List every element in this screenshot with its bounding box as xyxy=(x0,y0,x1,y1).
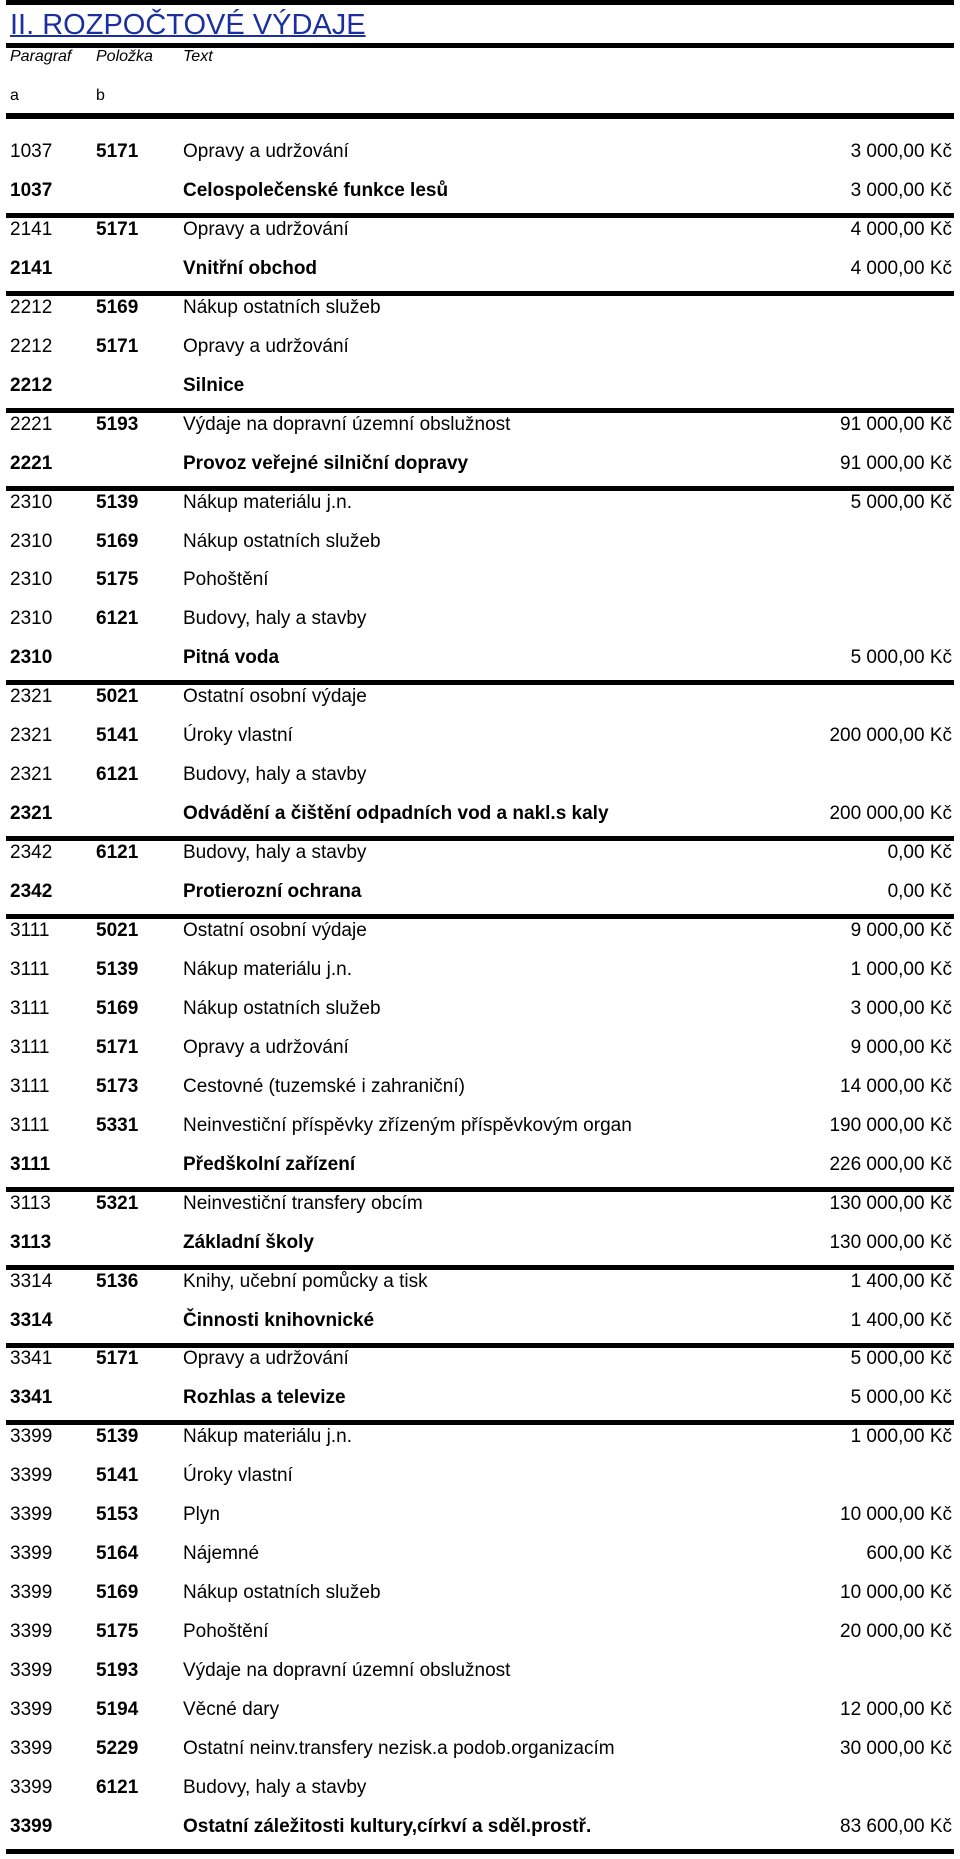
paragraf-cell: 2342 xyxy=(10,842,53,864)
table-row xyxy=(0,1496,960,1534)
paragraf-cell: 3314 xyxy=(10,1270,53,1292)
text-cell: Ostatní osobní výdaje xyxy=(183,686,367,708)
polozka-cell: 5331 xyxy=(96,1114,139,1136)
paragraf-cell: 3399 xyxy=(10,1465,53,1487)
text-cell: Opravy a udržování xyxy=(183,218,349,240)
paragraf-cell: 2321 xyxy=(10,686,53,708)
amount-cell: 5 000,00 Kč xyxy=(850,491,952,513)
text-cell: Budovy, haly a stavby xyxy=(183,1776,367,1798)
paragraf-cell: 2141 xyxy=(10,257,53,279)
paragraf-cell: 2321 xyxy=(10,725,53,747)
polozka-cell: 5171 xyxy=(96,1036,139,1058)
page-title: II. ROZPOČTOVÉ VÝDAJE xyxy=(10,9,366,41)
paragraf-cell: 3111 xyxy=(10,1114,50,1136)
polozka-cell: 5171 xyxy=(96,218,139,240)
header-text: Text xyxy=(183,48,213,65)
summary-row xyxy=(0,1224,960,1262)
amount-cell: 3 000,00 Kč xyxy=(850,179,952,201)
paragraf-cell: 3399 xyxy=(10,1504,53,1526)
polozka-cell: 5169 xyxy=(96,1582,139,1604)
paragraf-cell: 2212 xyxy=(10,374,53,396)
amount-cell: 91 000,00 Kč xyxy=(840,452,952,474)
table-row xyxy=(0,1535,960,1573)
text-cell: Opravy a udržování xyxy=(183,335,349,357)
table-row xyxy=(0,990,960,1028)
text-cell: Rozhlas a televize xyxy=(183,1387,346,1409)
paragraf-cell: 3399 xyxy=(10,1699,53,1720)
text-cell: Odvádění a čištění odpadních vod a nakl.s kaly xyxy=(183,803,609,825)
polozka-cell: 5171 xyxy=(96,1348,139,1370)
summary-row xyxy=(0,172,960,210)
table-row xyxy=(0,756,960,794)
paragraf-cell: 3399 xyxy=(10,1776,53,1798)
paragraf-cell: 3341 xyxy=(10,1387,53,1409)
polozka-cell: 5136 xyxy=(96,1270,139,1292)
polozka-cell: 6121 xyxy=(96,608,139,630)
amount-cell: 10 000,00 Kč xyxy=(840,1504,952,1526)
text-cell: Budovy, haly a stavby xyxy=(183,764,367,786)
table-row xyxy=(0,1574,960,1612)
paragraf-cell: 3399 xyxy=(10,1426,53,1448)
paragraf-cell: 2310 xyxy=(10,608,53,630)
amount-cell: 5 000,00 Kč xyxy=(850,1387,952,1409)
summary-row xyxy=(0,1302,960,1340)
text-cell: Vnitřní obchod xyxy=(183,257,318,279)
table-row xyxy=(0,1613,960,1651)
amount-cell: 3 000,00 Kč xyxy=(850,141,952,162)
polozka-cell: 5173 xyxy=(96,1075,139,1097)
polozka-cell: 6121 xyxy=(96,842,139,864)
text-cell: Nákup ostatních služeb xyxy=(183,997,381,1019)
paragraf-cell: 3399 xyxy=(10,1660,53,1682)
text-cell: Výdaje na dopravní územní obslužnost xyxy=(183,413,511,435)
amount-cell: 4 000,00 Kč xyxy=(850,218,952,240)
summary-row xyxy=(0,1808,960,1846)
text-cell: Opravy a udržování xyxy=(183,1036,349,1058)
table-row xyxy=(0,561,960,599)
amount-cell: 3 000,00 Kč xyxy=(850,997,952,1019)
amount-cell: 4 000,00 Kč xyxy=(850,257,952,279)
table-row xyxy=(0,1068,960,1106)
paragraf-cell: 2310 xyxy=(10,530,53,552)
paragraf-cell: 3341 xyxy=(10,1348,53,1370)
text-cell: Nákup materiálu j.n. xyxy=(183,958,352,980)
paragraf-cell: 3399 xyxy=(10,1543,53,1565)
polozka-cell: 5141 xyxy=(96,1465,139,1487)
table-row xyxy=(0,834,960,872)
summary-row xyxy=(0,795,960,833)
amount-cell: 30 000,00 Kč xyxy=(840,1737,952,1759)
summary-row xyxy=(0,873,960,911)
text-cell: Pohoštění xyxy=(183,1621,269,1643)
amount-cell: 200 000,00 Kč xyxy=(829,725,952,747)
polozka-cell: 5169 xyxy=(96,997,139,1019)
paragraf-cell: 2321 xyxy=(10,803,53,825)
polozka-cell: 5171 xyxy=(96,335,139,357)
paragraf-cell: 2310 xyxy=(10,569,53,591)
table-row xyxy=(0,951,960,989)
paragraf-cell: 3113 xyxy=(10,1231,52,1253)
amount-cell: 130 000,00 Kč xyxy=(829,1231,952,1253)
paragraf-cell: 3111 xyxy=(10,958,50,980)
paragraf-cell: 3111 xyxy=(10,1075,50,1097)
amount-cell: 1 400,00 Kč xyxy=(850,1270,952,1292)
paragraf-cell: 3399 xyxy=(10,1737,53,1759)
amount-cell: 91 000,00 Kč xyxy=(840,413,952,435)
table-row xyxy=(0,1340,960,1378)
amount-cell: 0,00 Kč xyxy=(887,881,952,903)
polozka-cell: 6121 xyxy=(96,764,139,786)
paragraf-cell: 3113 xyxy=(10,1192,51,1214)
text-cell: Protierozní ochrana xyxy=(183,881,362,903)
paragraf-cell: 3314 xyxy=(10,1309,53,1331)
amount-cell: 200 000,00 Kč xyxy=(829,803,952,825)
polozka-cell: 5171 xyxy=(96,141,139,162)
table-row xyxy=(0,717,960,755)
text-cell: Celospolečenské funkce lesů xyxy=(183,179,449,201)
polozka-cell: 5169 xyxy=(96,296,139,318)
amount-cell: 1 400,00 Kč xyxy=(850,1309,952,1331)
amount-cell: 9 000,00 Kč xyxy=(850,920,952,941)
text-cell: Neinvestiční transfery obcím xyxy=(183,1192,423,1214)
table-row xyxy=(0,1107,960,1145)
text-cell: Úroky vlastní xyxy=(183,725,293,747)
text-cell: Cestovné (tuzemské i zahraniční) xyxy=(183,1075,465,1097)
polozka-cell: 6121 xyxy=(96,1776,139,1798)
paragraf-cell: 3111 xyxy=(10,1036,50,1058)
text-cell: Opravy a udržování xyxy=(183,141,349,162)
amount-cell: 130 000,00 Kč xyxy=(829,1192,952,1214)
paragraf-cell: 2212 xyxy=(10,335,53,357)
text-cell: Silnice xyxy=(183,374,245,396)
polozka-cell: 5021 xyxy=(96,920,139,941)
summary-row xyxy=(0,1379,960,1417)
table-row xyxy=(0,1185,960,1223)
text-cell: Nákup materiálu j.n. xyxy=(183,1426,352,1448)
text-cell: Nákup ostatních služeb xyxy=(183,530,381,552)
header-paragraf: Paragraf xyxy=(10,48,72,65)
paragraf-cell: 3399 xyxy=(10,1582,53,1604)
text-cell: Výdaje na dopravní územní obslužnost xyxy=(183,1660,511,1682)
paragraf-cell: 2310 xyxy=(10,491,53,513)
polozka-cell: 5193 xyxy=(96,1660,139,1682)
header-polozka: Položka xyxy=(96,48,153,65)
table-row xyxy=(0,133,960,171)
text-cell: Opravy a udržování xyxy=(183,1348,349,1370)
text-cell: Úroky vlastní xyxy=(183,1465,293,1487)
table-row xyxy=(0,1652,960,1690)
table-row xyxy=(0,484,960,522)
amount-cell: 600,00 Kč xyxy=(866,1543,952,1565)
amount-cell: 5 000,00 Kč xyxy=(850,1348,952,1370)
paragraf-cell: 3399 xyxy=(10,1621,53,1643)
text-cell: Pohoštění xyxy=(183,569,269,591)
table-row xyxy=(0,211,960,249)
text-cell: Plyn xyxy=(183,1504,220,1526)
polozka-cell: 5194 xyxy=(96,1699,139,1720)
polozka-cell: 5193 xyxy=(96,413,139,435)
text-cell: Věcné dary xyxy=(183,1699,280,1720)
table-row xyxy=(0,678,960,716)
amount-cell: 83 600,00 Kč xyxy=(840,1815,952,1837)
group-separator xyxy=(6,1849,954,1854)
paragraf-cell: 2342 xyxy=(10,881,53,903)
polozka-cell: 5021 xyxy=(96,686,139,708)
polozka-cell: 5321 xyxy=(96,1192,139,1214)
text-cell: Pitná voda xyxy=(183,647,280,669)
polozka-cell: 5175 xyxy=(96,569,139,591)
polozka-cell: 5139 xyxy=(96,1426,139,1448)
table-row xyxy=(0,1691,960,1729)
amount-cell: 10 000,00 Kč xyxy=(840,1582,952,1604)
text-cell: Budovy, haly a stavby xyxy=(183,842,367,864)
text-cell: Ostatní neinv.transfery nezisk.a podob.organizacím xyxy=(183,1737,615,1759)
amount-cell: 9 000,00 Kč xyxy=(850,1036,952,1058)
paragraf-cell: 3399 xyxy=(10,1815,53,1837)
table-row xyxy=(0,600,960,638)
text-cell: Provoz veřejné silniční dopravy xyxy=(183,452,469,474)
paragraf-cell: 1037 xyxy=(10,179,53,201)
paragraf-cell: 2221 xyxy=(10,413,53,435)
paragraf-cell: 3111 xyxy=(10,920,50,941)
text-cell: Předškolní zařízení xyxy=(183,1153,356,1175)
text-cell: Nájemné xyxy=(183,1543,260,1565)
sublabel-b: b xyxy=(96,87,105,104)
amount-cell: 1 000,00 Kč xyxy=(850,1426,952,1448)
table-row xyxy=(0,912,960,950)
polozka-cell: 5139 xyxy=(96,491,139,513)
paragraf-cell: 2212 xyxy=(10,296,53,318)
polozka-cell: 5164 xyxy=(96,1543,139,1565)
text-cell: Ostatní osobní výdaje xyxy=(183,920,367,941)
paragraf-cell: 1037 xyxy=(10,141,53,162)
summary-row xyxy=(0,250,960,288)
text-cell: Neinvestiční příspěvky zřízeným příspěvkovým organ xyxy=(183,1114,632,1136)
text-cell: Základní školy xyxy=(183,1231,314,1253)
amount-cell: 5 000,00 Kč xyxy=(850,647,952,669)
paragraf-cell: 3111 xyxy=(10,1153,51,1175)
paragraf-cell: 2321 xyxy=(10,764,53,786)
table-row xyxy=(0,1029,960,1067)
summary-row xyxy=(0,445,960,483)
summary-row xyxy=(0,1146,960,1184)
text-cell: Ostatní záležitosti kultury,církví a sděl.prostř. xyxy=(183,1815,592,1837)
polozka-cell: 5229 xyxy=(96,1737,139,1759)
paragraf-cell: 2310 xyxy=(10,647,53,669)
paragraf-cell: 2141 xyxy=(10,218,53,240)
amount-cell: 1 000,00 Kč xyxy=(850,958,952,980)
amount-cell: 12 000,00 Kč xyxy=(840,1699,952,1720)
text-cell: Nákup ostatních služeb xyxy=(183,1582,381,1604)
table-row xyxy=(0,1418,960,1456)
amount-cell: 0,00 Kč xyxy=(887,842,952,864)
amount-cell: 226 000,00 Kč xyxy=(829,1153,952,1175)
text-cell: Knihy, učební pomůcky a tisk xyxy=(183,1270,428,1292)
table-row xyxy=(0,1457,960,1495)
polozka-cell: 5139 xyxy=(96,958,139,980)
polozka-cell: 5153 xyxy=(96,1504,139,1526)
text-cell: Nákup ostatních služeb xyxy=(183,296,381,318)
amount-cell: 20 000,00 Kč xyxy=(840,1621,952,1643)
paragraf-cell: 2221 xyxy=(10,452,53,474)
paragraf-cell: 3111 xyxy=(10,997,50,1019)
table-row xyxy=(0,523,960,561)
sublabel-a: a xyxy=(10,87,19,104)
table-row xyxy=(0,1769,960,1807)
amount-cell: 190 000,00 Kč xyxy=(829,1114,952,1136)
summary-row xyxy=(0,367,960,405)
polozka-cell: 5169 xyxy=(96,530,139,552)
table-row xyxy=(0,1730,960,1768)
table-row xyxy=(0,289,960,327)
polozka-cell: 5175 xyxy=(96,1621,139,1643)
polozka-cell: 5141 xyxy=(96,725,139,747)
table-row xyxy=(0,1263,960,1301)
table-row xyxy=(0,406,960,444)
table-row xyxy=(0,328,960,366)
text-cell: Budovy, haly a stavby xyxy=(183,608,367,630)
text-cell: Činnosti knihovnické xyxy=(183,1309,375,1331)
amount-cell: 14 000,00 Kč xyxy=(840,1075,952,1097)
summary-row xyxy=(0,639,960,677)
text-cell: Nákup materiálu j.n. xyxy=(183,491,352,513)
